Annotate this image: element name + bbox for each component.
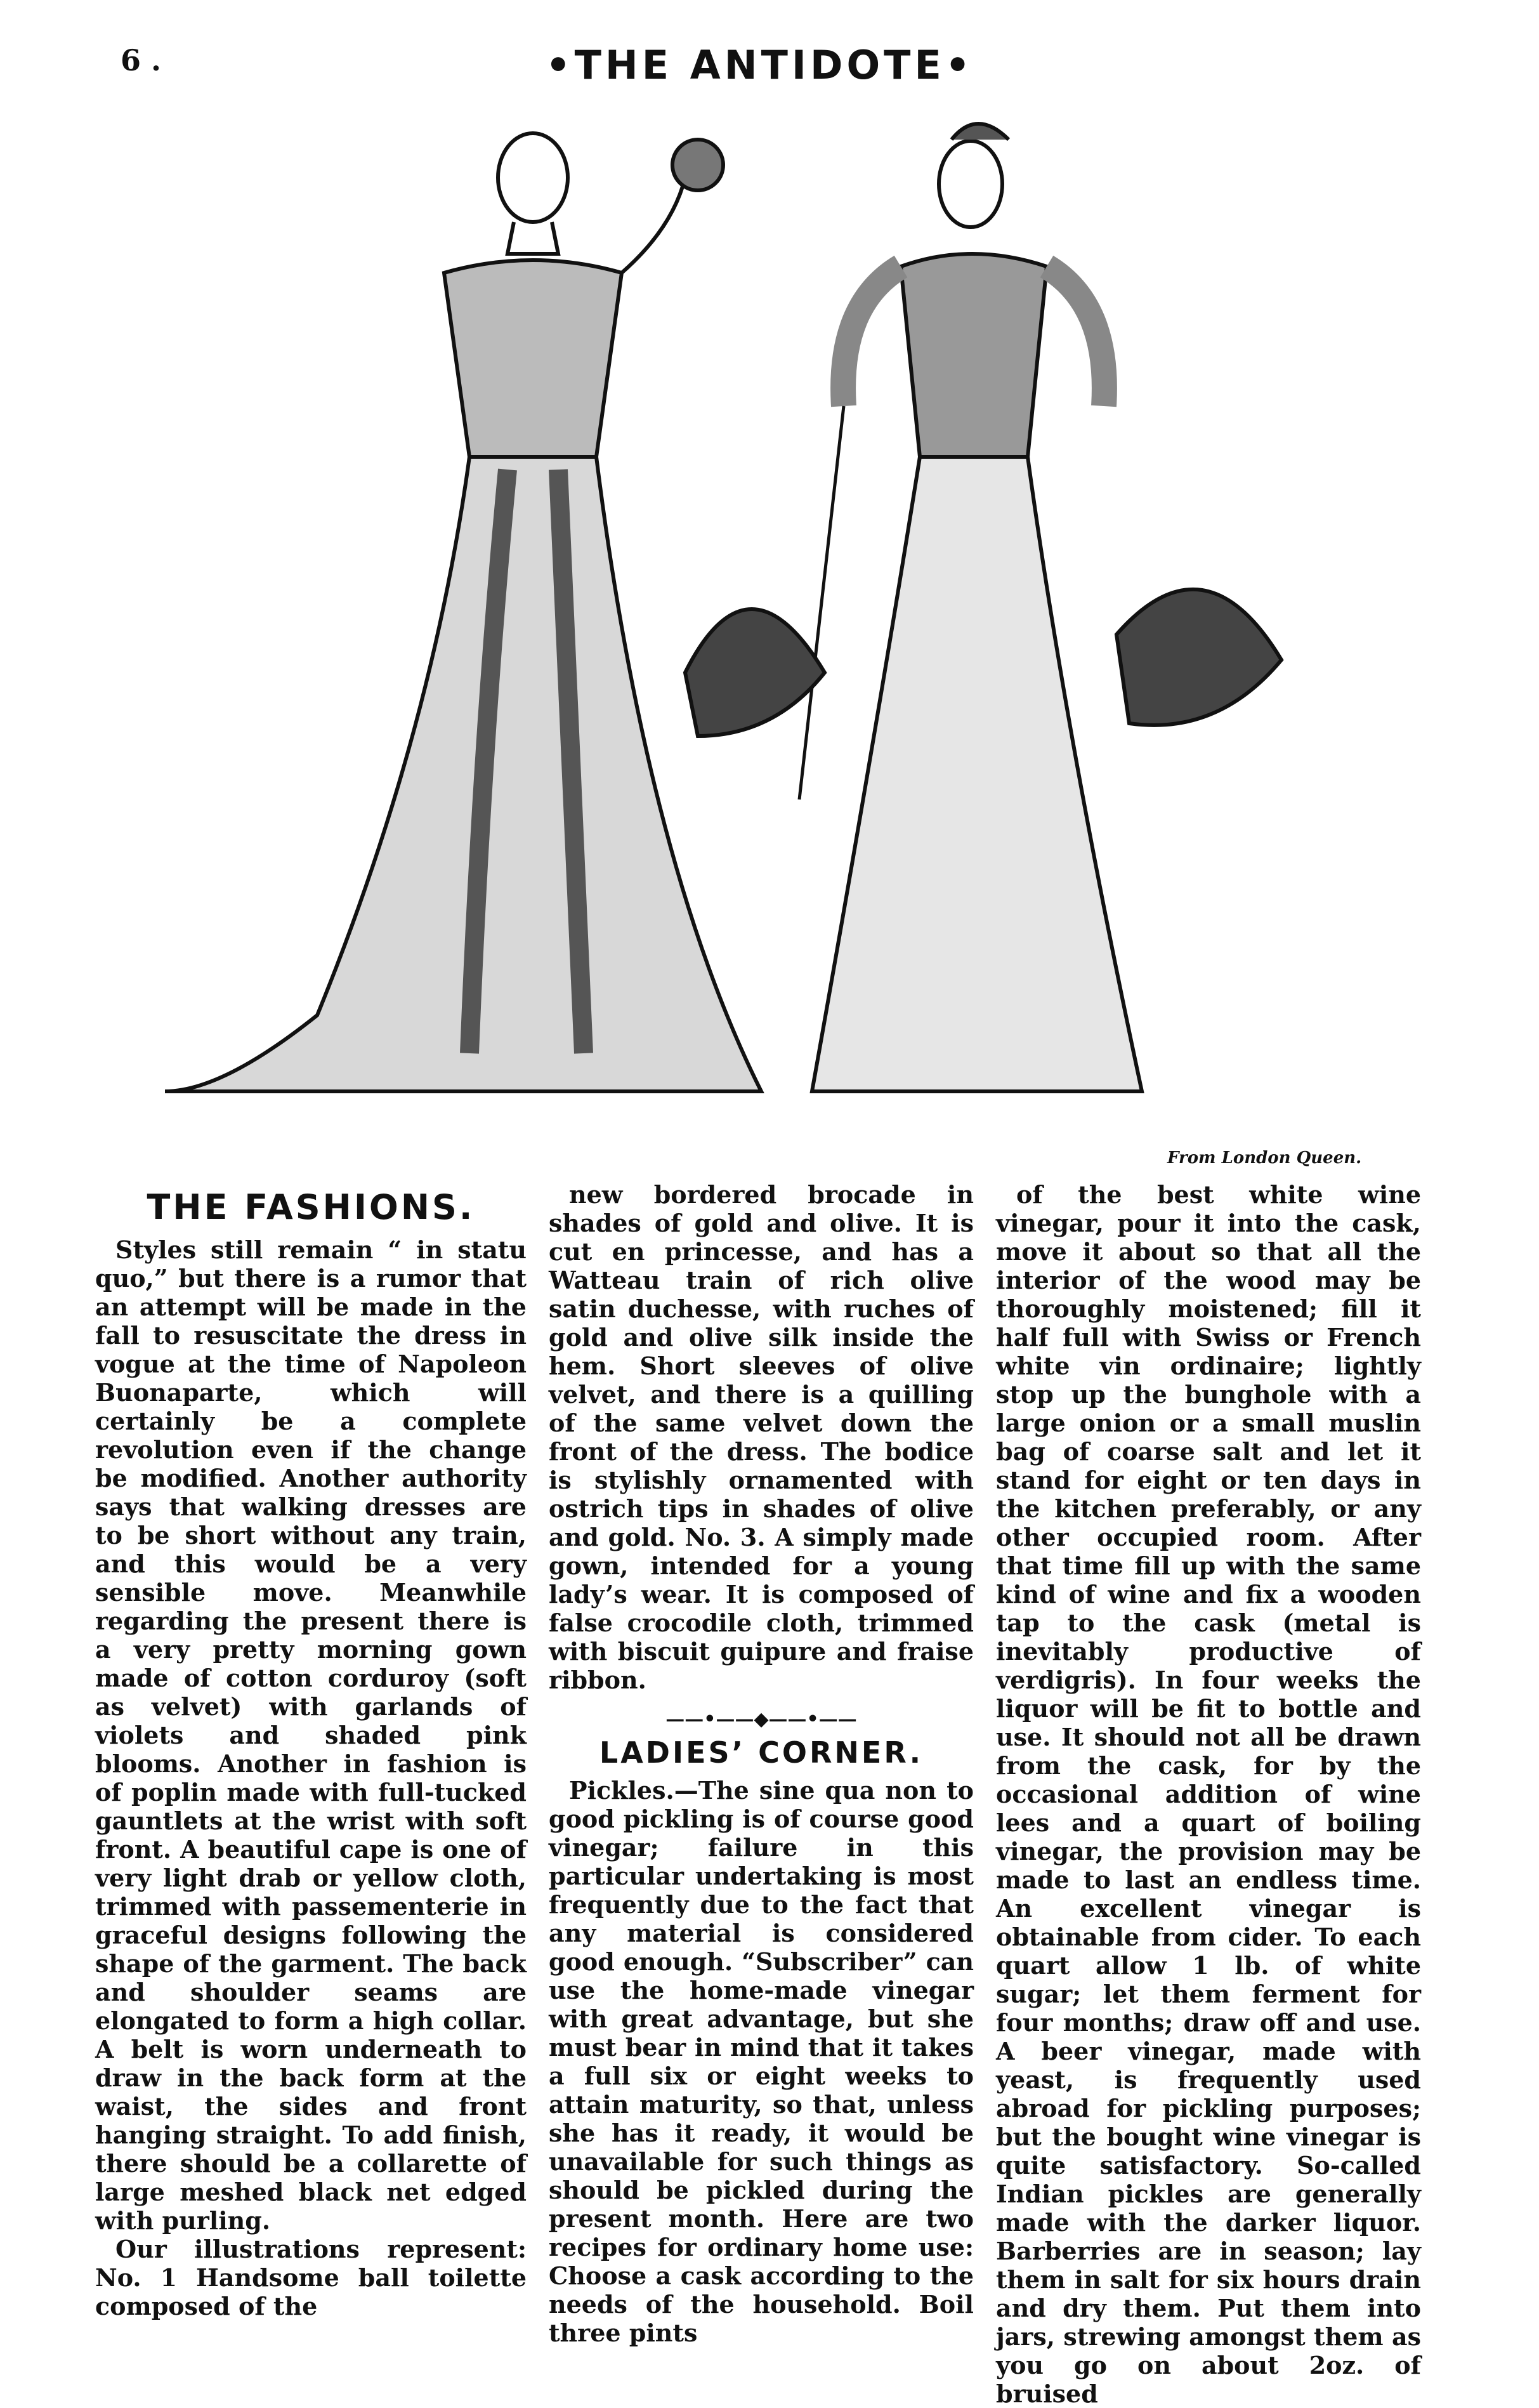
figure-right-day-gown [685,124,1281,1091]
column-3 [996,1180,1421,2408]
fashions-paragraph-3: new bordered brocade in shades of gold and olive. It is cut en princesse, and has a Watteau train of rich olive satin duchesse, with ruches of gold and olive silk inside the hem. Short sleeves of olive velvet, and there is a quilling of the same velvet down the front of the dress. The bodice is stylishly ornamented with ostrich tips in shades of olive and gold. No. 3. A simply made gown, intended for a young lady’s wear. It is composed of false crocodile cloth, trimmed with biscuit guipure and fraise ribbon. [549,1180,974,1694]
ladies-paragraph-2: of the best white wine vinegar, pour it into the cask, move it about so that all the interior of the wood may be thoroughly moistened; fill it half full with Swiss or French white vin ordinaire; lightly stop up the bunghole with a large onion or a small muslin bag of coarse salt and let it stand for eight or ten days in the kitchen preferably, or any other occupied room. After that time fill up with the same kind of wine and fix a wooden tap to the cask (metal is inevitably productive of verdigris). In four weeks the liquor will be fit to bottle and use. It should not all be drawn from the cask, for by the occasional addition of wine lees and a quart of boiling vinegar, the provision may be made to last an endless time. An excellent vinegar is obtainable from cider. To each quart allow 1 lb. of white sugar; let them ferment for four months; draw off and use. A beer vinegar, made with yeast, is frequently used abroad for pickling purposes; but the bought wine vinegar is quite satisfactory. So-called Indian pickles are generally made with the darker liquor. Barberries are in season; lay them in salt for six hours drain and dry them. Put them into jars, strewing amongst them as you go on about 2oz. of bruised [996,1180,1421,2408]
fashions-paragraph-1: Styles still remain “ in statu quo,” but there is a rumor that an attempt will be made in the fall to resuscitate the dress in vogue at the time of Napoleon Buonaparte, which will certainly be a complete revolution even if the change be modified. Another authority says that walking dresses are to be short without any train, and this would be a very sensible move. Meanwhile regarding the present there is a very pretty morning gown made of cotton corduroy (soft as velvet) with garlands of violets and shaded pink blooms. Another in fashion is of poplin made with full-tucked gauntlets at the wrist with soft front. A beautiful cape is one of very light drab or yellow cloth, trimmed with passementerie in graceful designs following the shape of the garment. The back and shoulder seams are elongated to form a high collar. A belt is worn underneath to draw in the back form at the waist, the sides and front hanging straight. To add finish, there should be a collarette of large meshed black net edged with purling. [95,1235,527,2235]
ladies-paragraph-1: Pickles.—The sine qua non to good pickling is of course good vinegar; failure in this particular undertaking is most frequently due to the fact that any material is considered good enough. “Subscriber” can use the home-made vinegar with great advantage, but she must bear in mind that it takes a full six or eight weeks to attain maturity, so that, unless she has it ready, it would be unavailable for such things as should be pickled during the present month. Here are two recipes for ordinary home use: Choose a cask according to the needs of the household. Boil three pints [549,1776,974,2347]
illustration-credit: From London Queen. [1167,1148,1362,1168]
fashion-illustration [127,102,1434,1142]
fashions-heading: THE FASHIONS. [147,1187,475,1227]
column-2 [549,1180,974,2347]
column-1 [95,1180,527,2320]
masthead-title: •THE ANTIDOTE• [546,42,974,88]
fashions-paragraph-2: Our illustrations represent: No. 1 Handsome ball toilette composed of the [95,2235,527,2320]
page-number: 6 . [121,43,162,77]
section-divider: ——•——◆——•—— [665,1708,857,1730]
ladies-corner-heading: LADIES’ CORNER. [599,1735,924,1770]
figure-left-ball-gown [165,133,761,1091]
